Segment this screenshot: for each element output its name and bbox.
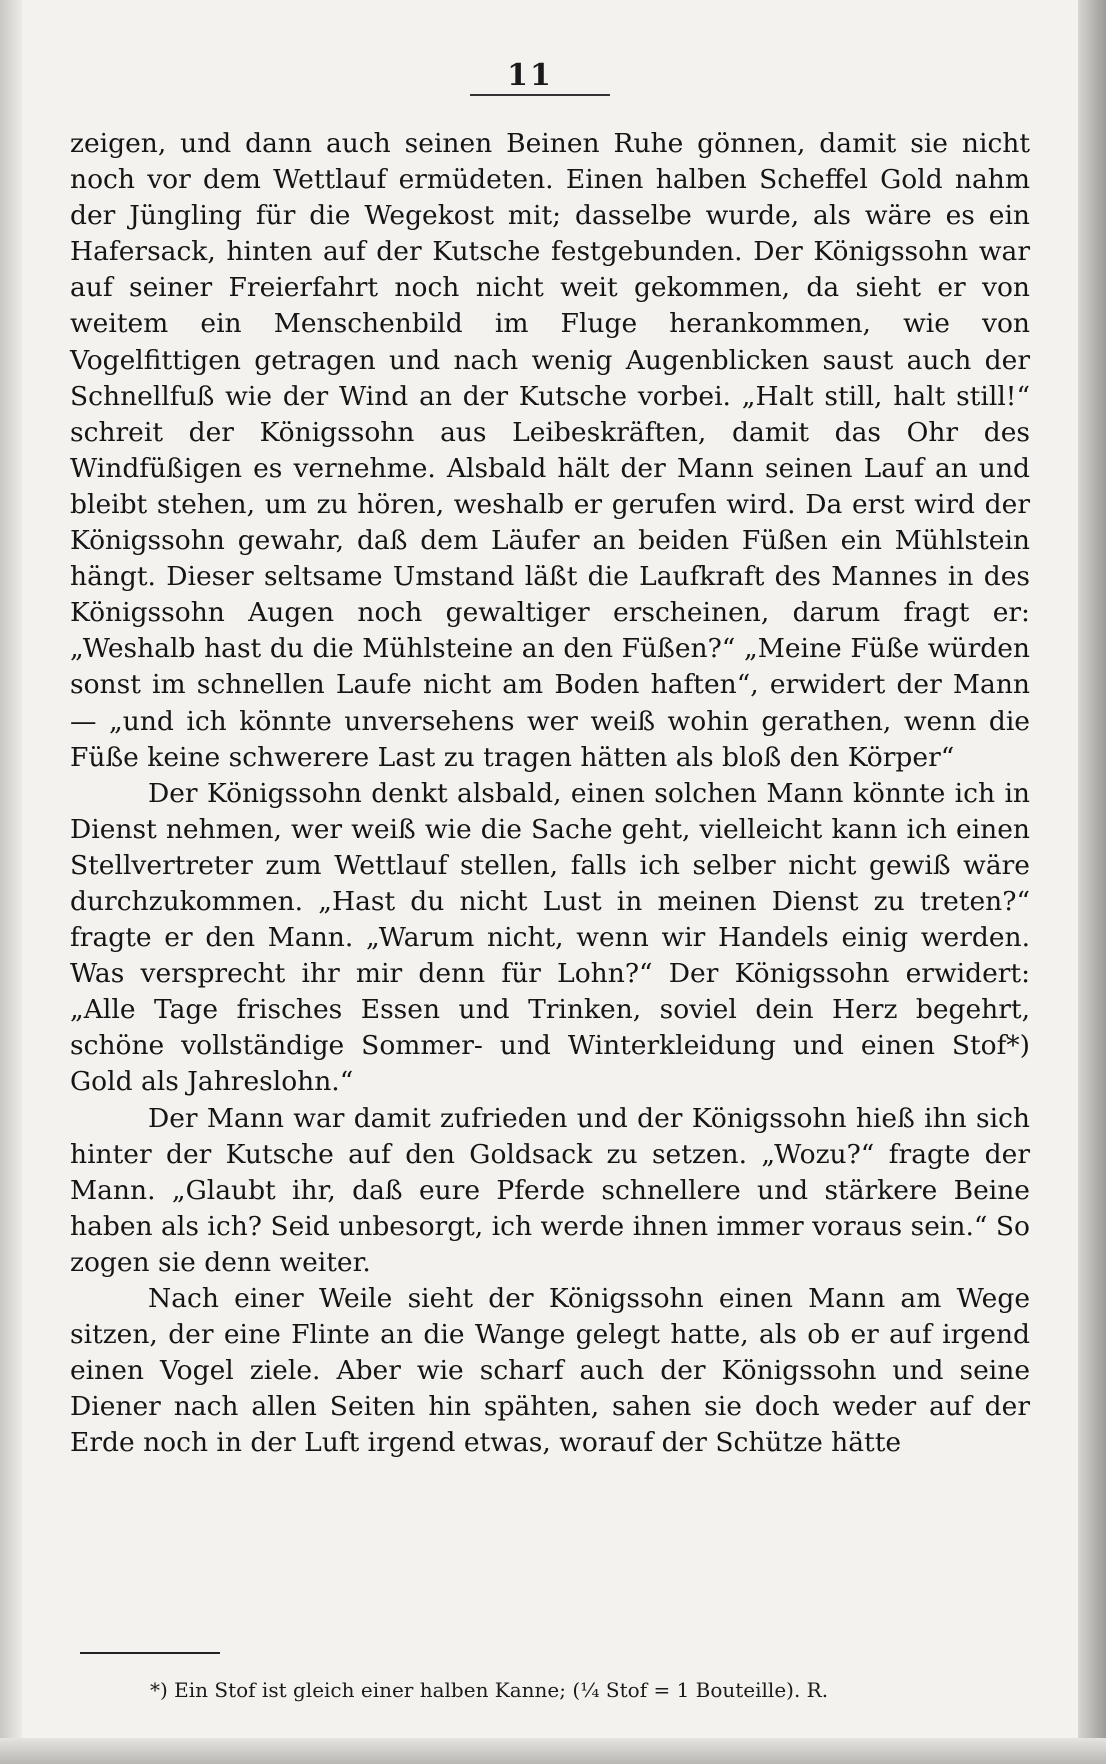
body-text <box>70 126 1030 1461</box>
paragraph-4: Nach einer Weile sieht der Königssohn einen Mann am Wege sitzen, der eine Flinte an die Wange gelegt hatte, als ob er auf irgend einen Vogel ziele. Aber wie scharf auch der Königssohn und seine Diener nach allen Seiten hin spähten, sahen sie doch weder auf der Erde noch in der Luft irgend etwas, worauf der Schütze hätte <box>70 1283 1030 1459</box>
footnote-rule <box>80 1652 220 1654</box>
scan-shadow-bottom <box>0 1738 1106 1764</box>
header-rule <box>470 94 610 96</box>
footnote: *) Ein Stof ist gleich einer halben Kanne; (¼ Stof = 1 Bouteille). R. <box>150 1678 829 1702</box>
paragraph-2: Der Königssohn denkt alsbald, einen solchen Mann könnte ich in Dienst nehmen, wer weiß wie die Sache geht, vielleicht kann ich einen Stellvertreter zum Wettlauf stellen, falls ich selber nicht gewiß wäre durchzukommen. „Hast du nicht Lust in meinen Dienst zu treten?“ fragte er den Mann. „Warum nicht, wenn wir Handels einig werden. Was versprecht ihr mir denn für Lohn?“ Der Königssohn erwidert: „Alle Tage frisches Essen und Trinken, soviel dein Herz begehrt, schöne vollständige Sommer- und Winterkleidung und einen Stof*) Gold als Jahreslohn.“ <box>70 777 1030 1098</box>
scan-shadow-right <box>1078 0 1106 1764</box>
paragraph-3: Der Mann war damit zufrieden und der Königssohn hieß ihn sich hinter der Kutsche auf den Goldsack zu setzen. „Wozu?“ fragte der Mann. „Glaubt ihr, daß eure Pferde schnellere und stärkere Beine haben als ich? Seid unbesorgt, ich werde ihnen immer voraus sein.“ So zogen sie denn weiter. <box>70 1102 1030 1278</box>
page-number: 11 <box>507 58 553 93</box>
scan-shadow-left <box>0 0 22 1764</box>
paragraph-1: zeigen, und dann auch seinen Beinen Ruhe gönnen, damit sie nicht noch vor dem Wettlauf ermüdeten. Einen halben Scheffel Gold nahm der Jüngling für die Wegekost mit; dasselbe wurde, als wäre es ein Hafersack, hinten auf der Kutsche festgebunden. Der Königssohn war auf seiner Freierfahrt noch nicht weit gekommen, da sieht er von weitem ein Menschenbild im Fluge herankommen, wie von Vogelfittigen getragen und nach wenig Augenblicken saust auch der Schnellfuß wie der Wind an der Kutsche vorbei. „Halt still, halt still!“ schreit der Königssohn aus Leibeskräften, damit das Ohr des Windfüßigen es vernehme. Alsbald hält der Mann seinen Lauf an und bleibt stehen, um zu hören, weshalb er gerufen wird. Da erst wird der Königssohn gewahr, daß dem Läufer an beiden Füßen ein Mühlstein hängt. Dieser seltsame Umstand läßt die Laufkraft des Mannes in des Königssohn Augen noch gewaltiger erscheinen, darum fragt er: „Weshalb hast du die Mühlsteine an den Füßen?“ „Meine Füße würden sonst im schnellen Laufe nicht am Boden haften“, erwidert der Mann — „und ich könnte unversehens wer weiß wohin gerathen, wenn die Füße keine schwerere Last zu tragen hätten als bloß den Körper“ <box>70 128 1030 773</box>
